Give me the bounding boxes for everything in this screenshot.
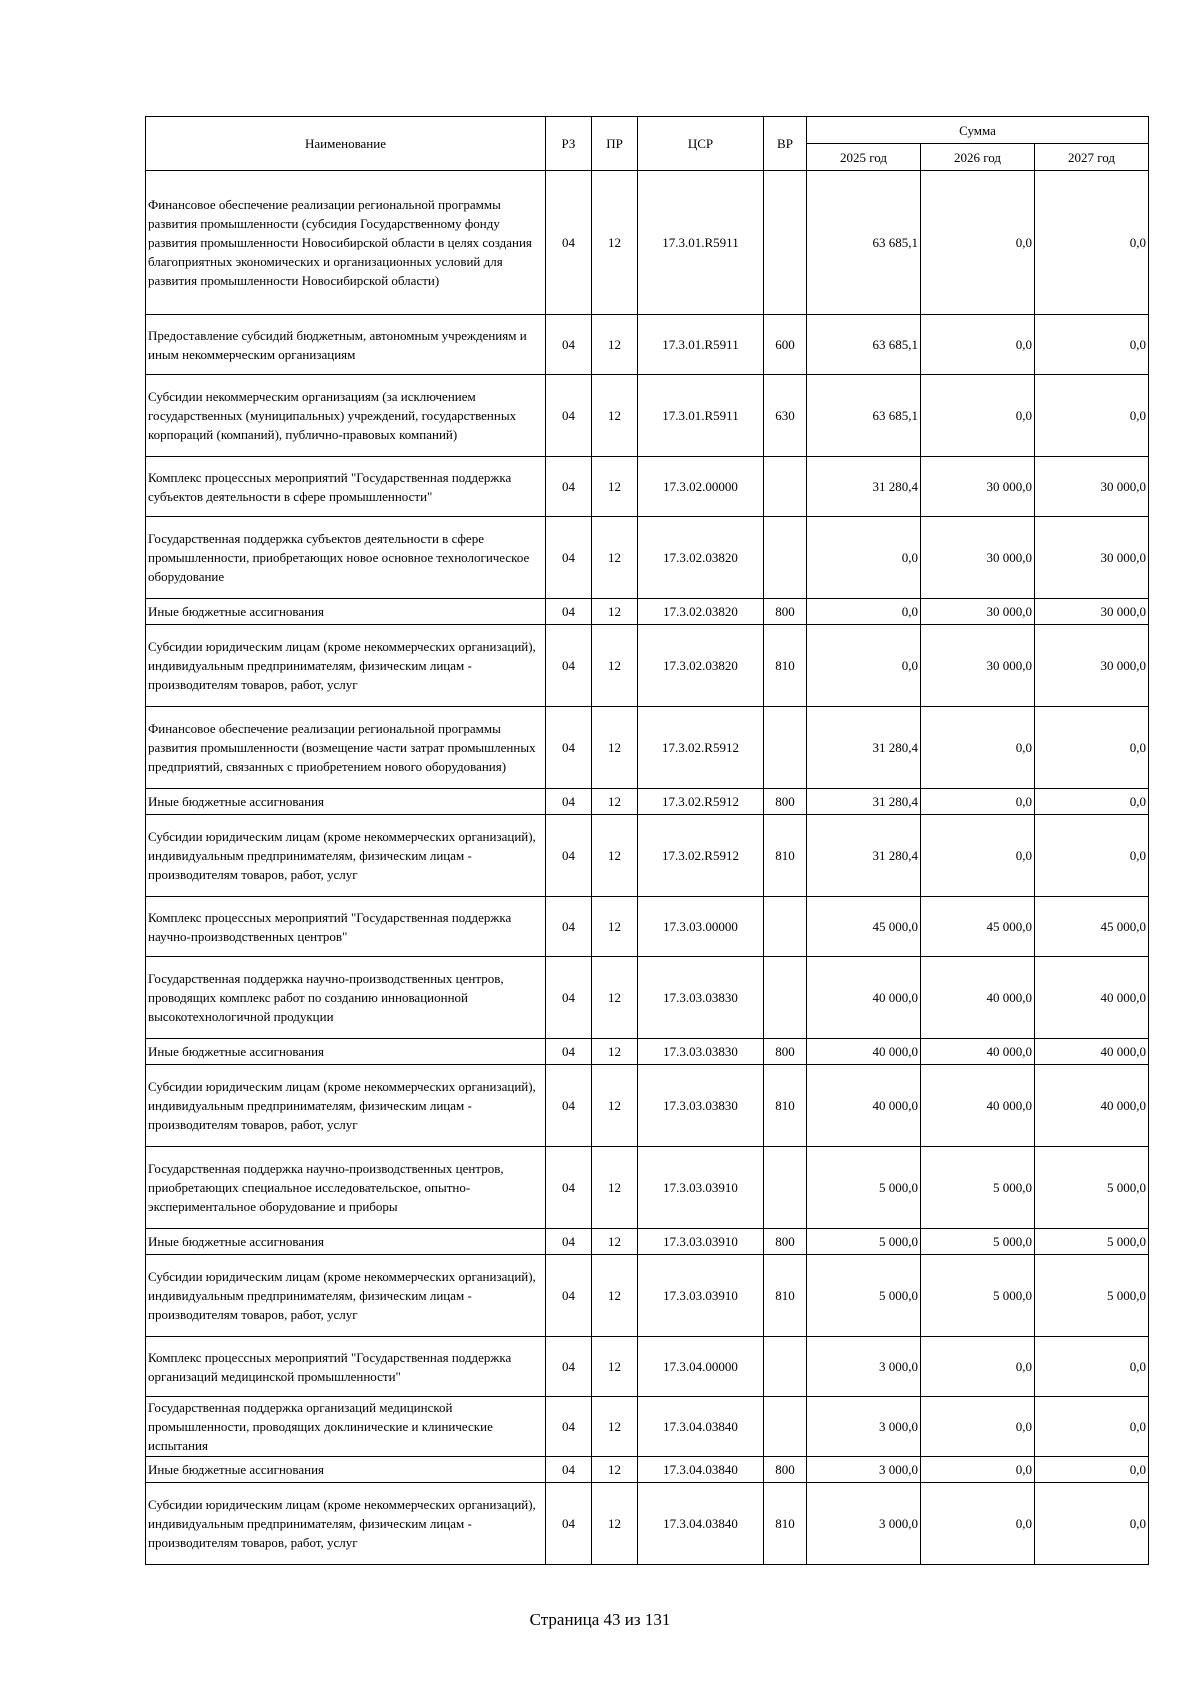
row-name: Комплекс процессных мероприятий "Государственная поддержка организаций медицинской промышленности" (146, 1337, 546, 1397)
row-csr: 17.3.03.03830 (638, 1039, 764, 1065)
row-pr: 12 (592, 897, 638, 957)
row-csr: 17.3.02.R5912 (638, 815, 764, 897)
row-name: Государственная поддержка организаций медицинской промышленности, проводящих доклинические и клинические испытания (146, 1397, 546, 1457)
table-row (146, 1483, 1149, 1565)
header-sum: Сумма (807, 117, 1149, 144)
row-sum-2026: 30 000,0 (921, 457, 1035, 517)
table-row (146, 625, 1149, 707)
header-2025: 2025 год (807, 144, 921, 171)
row-pr: 12 (592, 789, 638, 815)
row-rz: 04 (546, 517, 592, 599)
row-name: Финансовое обеспечение реализации региональной программы развития промышленности (субсидия Государственному фонду развития промышленности Новосибирской области в целях создания благоприятных экономических и организационных условий для развития промышленности Новосибирской области) (146, 171, 546, 315)
table-row (146, 1039, 1149, 1065)
row-pr: 12 (592, 375, 638, 457)
row-name: Государственная поддержка научно-производственных центров, проводящих комплекс работ по созданию инновационной высокотехнологичной продукции (146, 957, 546, 1039)
header-csr: ЦСР (638, 117, 764, 171)
row-vr: 810 (764, 625, 807, 707)
row-sum-2026: 5 000,0 (921, 1255, 1035, 1337)
table-row (146, 1147, 1149, 1229)
table-row (146, 457, 1149, 517)
row-sum-2025: 3 000,0 (807, 1397, 921, 1457)
row-sum-2025: 40 000,0 (807, 957, 921, 1039)
row-vr: 600 (764, 315, 807, 375)
row-sum-2025: 31 280,4 (807, 789, 921, 815)
row-sum-2026: 40 000,0 (921, 957, 1035, 1039)
row-sum-2027: 0,0 (1035, 1457, 1149, 1483)
row-sum-2026: 30 000,0 (921, 599, 1035, 625)
row-vr (764, 957, 807, 1039)
row-rz: 04 (546, 1457, 592, 1483)
row-pr: 12 (592, 1039, 638, 1065)
row-sum-2026: 40 000,0 (921, 1039, 1035, 1065)
row-pr: 12 (592, 517, 638, 599)
row-sum-2025: 63 685,1 (807, 315, 921, 375)
row-sum-2027: 5 000,0 (1035, 1255, 1149, 1337)
row-name: Субсидии юридическим лицам (кроме некоммерческих организаций), индивидуальным предпринимателям, физическим лицам - производителям товаров, работ, услуг (146, 1255, 546, 1337)
row-name: Субсидии юридическим лицам (кроме некоммерческих организаций), индивидуальным предпринимателям, физическим лицам - производителям товаров, работ, услуг (146, 625, 546, 707)
row-pr: 12 (592, 1483, 638, 1565)
row-name: Субсидии юридическим лицам (кроме некоммерческих организаций), индивидуальным предпринимателям, физическим лицам - производителям товаров, работ, услуг (146, 1483, 546, 1565)
row-sum-2025: 40 000,0 (807, 1065, 921, 1147)
row-name: Предоставление субсидий бюджетным, автономным учреждениям и иным некоммерческим организациям (146, 315, 546, 375)
row-rz: 04 (546, 1065, 592, 1147)
row-vr (764, 1147, 807, 1229)
row-pr: 12 (592, 1229, 638, 1255)
row-pr: 12 (592, 625, 638, 707)
row-csr: 17.3.01.R5911 (638, 171, 764, 315)
row-pr: 12 (592, 815, 638, 897)
row-sum-2026: 40 000,0 (921, 1065, 1035, 1147)
row-name: Иные бюджетные ассигнования (146, 1039, 546, 1065)
header-2027: 2027 год (1035, 144, 1149, 171)
row-vr: 810 (764, 1065, 807, 1147)
row-pr: 12 (592, 1065, 638, 1147)
row-pr: 12 (592, 1397, 638, 1457)
row-sum-2027: 45 000,0 (1035, 897, 1149, 957)
row-csr: 17.3.03.03830 (638, 957, 764, 1039)
row-sum-2025: 5 000,0 (807, 1229, 921, 1255)
row-sum-2027: 30 000,0 (1035, 625, 1149, 707)
row-sum-2025: 0,0 (807, 625, 921, 707)
row-sum-2027: 0,0 (1035, 815, 1149, 897)
row-rz: 04 (546, 815, 592, 897)
header-pr: ПР (592, 117, 638, 171)
table-row (146, 1397, 1149, 1457)
row-rz: 04 (546, 1483, 592, 1565)
row-rz: 04 (546, 789, 592, 815)
row-name: Финансовое обеспечение реализации региональной программы развития промышленности (возмещение части затрат промышленных предприятий, связанных с приобретением нового оборудования) (146, 707, 546, 789)
row-sum-2026: 0,0 (921, 1457, 1035, 1483)
row-rz: 04 (546, 1229, 592, 1255)
row-sum-2026: 0,0 (921, 815, 1035, 897)
row-sum-2025: 63 685,1 (807, 375, 921, 457)
row-pr: 12 (592, 1147, 638, 1229)
row-csr: 17.3.04.03840 (638, 1457, 764, 1483)
row-name: Субсидии некоммерческим организациям (за исключением государственных (муниципальных) учреждений, государственных корпораций (компаний), публично-правовых компаний) (146, 375, 546, 457)
row-rz: 04 (546, 375, 592, 457)
table-row (146, 897, 1149, 957)
row-sum-2025: 3 000,0 (807, 1483, 921, 1565)
row-pr: 12 (592, 1457, 638, 1483)
table-row (146, 707, 1149, 789)
table-row (146, 171, 1149, 315)
row-sum-2027: 40 000,0 (1035, 1065, 1149, 1147)
row-csr: 17.3.01.R5911 (638, 315, 764, 375)
row-pr: 12 (592, 599, 638, 625)
row-rz: 04 (546, 1255, 592, 1337)
row-sum-2027: 40 000,0 (1035, 1039, 1149, 1065)
row-csr: 17.3.03.00000 (638, 897, 764, 957)
row-rz: 04 (546, 1337, 592, 1397)
row-pr: 12 (592, 1255, 638, 1337)
row-sum-2027: 0,0 (1035, 789, 1149, 815)
row-csr: 17.3.02.03820 (638, 599, 764, 625)
row-rz: 04 (546, 897, 592, 957)
row-sum-2027: 0,0 (1035, 1483, 1149, 1565)
row-sum-2026: 5 000,0 (921, 1147, 1035, 1229)
row-sum-2027: 30 000,0 (1035, 457, 1149, 517)
table-row (146, 957, 1149, 1039)
table-row (146, 815, 1149, 897)
row-vr (764, 897, 807, 957)
row-sum-2026: 0,0 (921, 1337, 1035, 1397)
row-sum-2026: 30 000,0 (921, 517, 1035, 599)
row-rz: 04 (546, 707, 592, 789)
row-sum-2026: 0,0 (921, 315, 1035, 375)
row-sum-2027: 0,0 (1035, 171, 1149, 315)
table-row (146, 1255, 1149, 1337)
row-name: Комплекс процессных мероприятий "Государственная поддержка научно-производственных центров" (146, 897, 546, 957)
row-sum-2025: 45 000,0 (807, 897, 921, 957)
row-sum-2025: 63 685,1 (807, 171, 921, 315)
row-pr: 12 (592, 171, 638, 315)
row-sum-2025: 3 000,0 (807, 1457, 921, 1483)
row-sum-2027: 0,0 (1035, 315, 1149, 375)
row-sum-2026: 0,0 (921, 171, 1035, 315)
row-name: Субсидии юридическим лицам (кроме некоммерческих организаций), индивидуальным предпринимателям, физическим лицам - производителям товаров, работ, услуг (146, 1065, 546, 1147)
table-body (146, 171, 1149, 1565)
row-vr: 630 (764, 375, 807, 457)
row-sum-2027: 0,0 (1035, 375, 1149, 457)
row-csr: 17.3.03.03910 (638, 1229, 764, 1255)
row-name: Иные бюджетные ассигнования (146, 1229, 546, 1255)
table-row (146, 315, 1149, 375)
row-vr (764, 1337, 807, 1397)
table-row (146, 1337, 1149, 1397)
row-sum-2027: 40 000,0 (1035, 957, 1149, 1039)
row-csr: 17.3.03.03910 (638, 1147, 764, 1229)
row-csr: 17.3.02.00000 (638, 457, 764, 517)
row-rz: 04 (546, 1147, 592, 1229)
row-sum-2026: 30 000,0 (921, 625, 1035, 707)
table-row (146, 599, 1149, 625)
row-vr: 810 (764, 1255, 807, 1337)
row-rz: 04 (546, 1397, 592, 1457)
row-sum-2026: 0,0 (921, 1397, 1035, 1457)
row-csr: 17.3.04.00000 (638, 1337, 764, 1397)
row-pr: 12 (592, 957, 638, 1039)
header-name: Наименование (146, 117, 546, 171)
row-sum-2025: 0,0 (807, 517, 921, 599)
row-csr: 17.3.02.03820 (638, 517, 764, 599)
row-vr: 800 (764, 599, 807, 625)
row-csr: 17.3.02.R5912 (638, 789, 764, 815)
row-vr: 800 (764, 1457, 807, 1483)
row-vr (764, 517, 807, 599)
row-pr: 12 (592, 457, 638, 517)
row-sum-2025: 5 000,0 (807, 1255, 921, 1337)
row-name: Субсидии юридическим лицам (кроме некоммерческих организаций), индивидуальным предпринимателям, физическим лицам - производителям товаров, работ, услуг (146, 815, 546, 897)
row-csr: 17.3.04.03840 (638, 1483, 764, 1565)
row-sum-2027: 5 000,0 (1035, 1229, 1149, 1255)
row-sum-2027: 30 000,0 (1035, 517, 1149, 599)
row-vr (764, 1397, 807, 1457)
header-2026: 2026 год (921, 144, 1035, 171)
row-sum-2027: 0,0 (1035, 1337, 1149, 1397)
row-pr: 12 (592, 707, 638, 789)
budget-table (145, 116, 1149, 1565)
row-name: Иные бюджетные ассигнования (146, 789, 546, 815)
row-rz: 04 (546, 599, 592, 625)
row-pr: 12 (592, 315, 638, 375)
row-sum-2025: 31 280,4 (807, 457, 921, 517)
row-sum-2026: 0,0 (921, 789, 1035, 815)
row-rz: 04 (546, 315, 592, 375)
row-sum-2025: 3 000,0 (807, 1337, 921, 1397)
row-sum-2027: 0,0 (1035, 1397, 1149, 1457)
row-sum-2025: 31 280,4 (807, 815, 921, 897)
table-row (146, 789, 1149, 815)
row-rz: 04 (546, 1039, 592, 1065)
table-row (146, 1065, 1149, 1147)
row-rz: 04 (546, 457, 592, 517)
row-vr: 810 (764, 815, 807, 897)
row-csr: 17.3.04.03840 (638, 1397, 764, 1457)
row-rz: 04 (546, 625, 592, 707)
row-name: Иные бюджетные ассигнования (146, 1457, 546, 1483)
row-name: Комплекс процессных мероприятий "Государственная поддержка субъектов деятельности в сфере промышленности" (146, 457, 546, 517)
row-name: Государственная поддержка субъектов деятельности в сфере промышленности, приобретающих новое основное технологическое оборудование (146, 517, 546, 599)
row-rz: 04 (546, 171, 592, 315)
row-sum-2026: 0,0 (921, 1483, 1035, 1565)
row-vr (764, 171, 807, 315)
row-sum-2025: 5 000,0 (807, 1147, 921, 1229)
table-header (146, 117, 1149, 171)
row-sum-2025: 31 280,4 (807, 707, 921, 789)
row-sum-2026: 5 000,0 (921, 1229, 1035, 1255)
table-row (146, 1229, 1149, 1255)
row-vr (764, 707, 807, 789)
row-sum-2025: 40 000,0 (807, 1039, 921, 1065)
row-csr: 17.3.02.03820 (638, 625, 764, 707)
table-row (146, 517, 1149, 599)
row-rz: 04 (546, 957, 592, 1039)
row-name: Иные бюджетные ассигнования (146, 599, 546, 625)
header-rz: РЗ (546, 117, 592, 171)
row-sum-2026: 45 000,0 (921, 897, 1035, 957)
row-vr: 810 (764, 1483, 807, 1565)
row-vr: 800 (764, 789, 807, 815)
row-sum-2026: 0,0 (921, 707, 1035, 789)
row-vr: 800 (764, 1039, 807, 1065)
row-sum-2027: 0,0 (1035, 707, 1149, 789)
table-row (146, 375, 1149, 457)
header-vr: ВР (764, 117, 807, 171)
page-number: Страница 43 из 131 (529, 1610, 671, 1629)
table-row (146, 1457, 1149, 1483)
row-sum-2025: 0,0 (807, 599, 921, 625)
row-sum-2026: 0,0 (921, 375, 1035, 457)
row-vr: 800 (764, 1229, 807, 1255)
row-csr: 17.3.03.03910 (638, 1255, 764, 1337)
row-name: Государственная поддержка научно-производственных центров, приобретающих специальное исследовательское, опытно-экспериментальное оборудование и приборы (146, 1147, 546, 1229)
row-sum-2027: 30 000,0 (1035, 599, 1149, 625)
row-csr: 17.3.01.R5911 (638, 375, 764, 457)
row-sum-2027: 5 000,0 (1035, 1147, 1149, 1229)
row-pr: 12 (592, 1337, 638, 1397)
row-vr (764, 457, 807, 517)
row-csr: 17.3.03.03830 (638, 1065, 764, 1147)
row-csr: 17.3.02.R5912 (638, 707, 764, 789)
